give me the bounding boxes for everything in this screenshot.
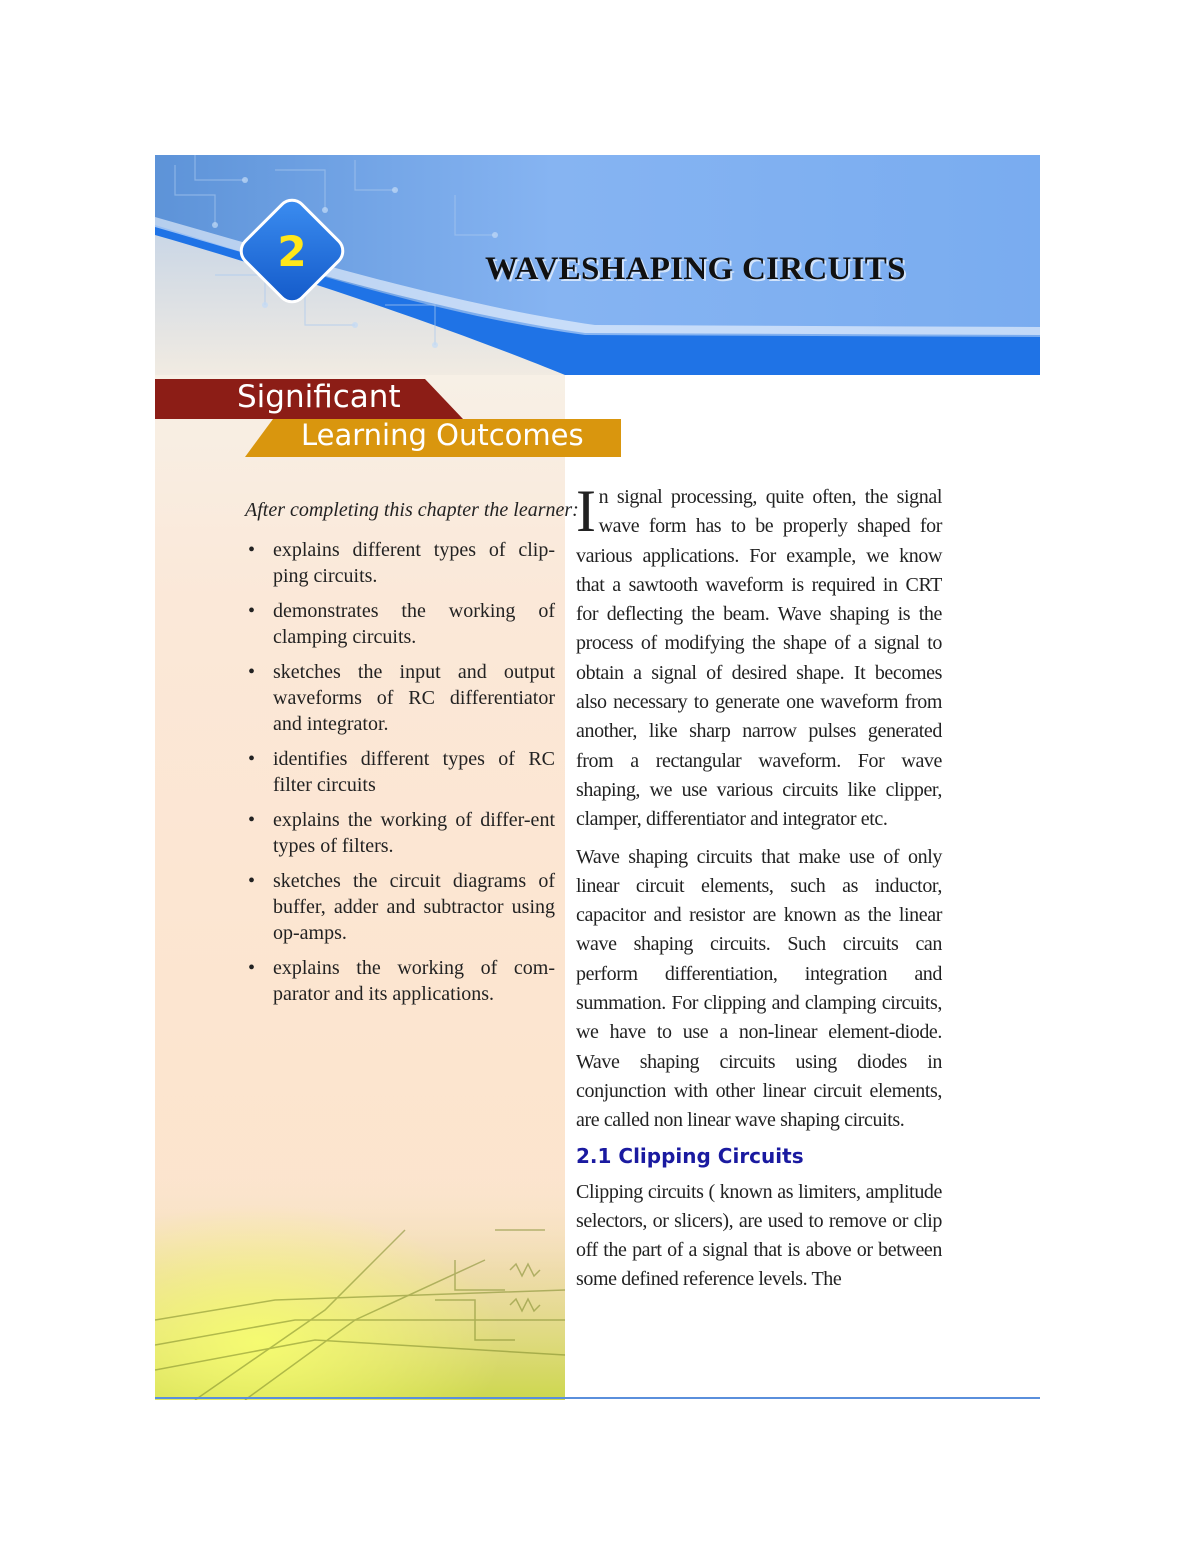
body-column (576, 478, 942, 1303)
outcome-item: • explains different types of clip-ping circuits. (245, 537, 555, 589)
chapter-number: 2 (277, 227, 307, 276)
outcome-item: • sketches the input and output waveforms of RC differentiator and integrator. (245, 659, 555, 737)
intro-paragraph-text: n signal processing, quite often, the signal wave form has to be properly shaped for various applications. For example, we know that a sawtooth waveform is required in CRT for deflecting the beam. Wave shaping is the process of modifying the shape of a signal to obtain a signal of desired shape. It becomes also necessary to generate one waveform from another, like sharp narrow pulses generated from a rectangular waveform. For wave shaping, we use various circuits like clipper, clamper, differentiator and integrator etc. (576, 486, 942, 831)
linear-waveshaping-paragraph: Wave shaping circuits that make use of only linear circuit elements, such as inductor, capacitor and resistor are known as the linear wave shaping circuits. Such circuits can perform differentiation, integration and summation. For clipping and clamping circuits, we have to use a non-linear element-diode. Wave shaping circuits using diodes in conjunction with other linear circuit elements, are called non linear wave shaping circuits. (576, 845, 942, 1132)
circuit-board-illustration (155, 1170, 565, 1400)
intro-paragraph (576, 478, 942, 835)
outcome-item: • explains the working of differ-ent types of filters. (245, 807, 555, 859)
bottom-rule (155, 1397, 1040, 1399)
outcomes-list (245, 537, 555, 1016)
outcomes-ribbon-line2: Learning Outcomes (301, 418, 584, 452)
outcome-item: • explains the working of com-parator and its applications. (245, 955, 555, 1007)
document-page (155, 155, 1040, 1400)
outcomes-intro: After completing this chapter the learner: (245, 499, 579, 521)
section-heading: 2.1 Clipping Circuits (576, 1143, 804, 1168)
outcome-item: • sketches the circuit diagrams of buffer, adder and subtractor using op-amps. (245, 868, 555, 946)
outcome-item: • demonstrates the working of clamping circuits. (245, 598, 555, 650)
clipping-paragraph: Clipping circuits ( known as limiters, amplitude selectors, or slicers), are used to remove or clip off the part of a signal that is above or between some defined reference levels. The (576, 1180, 942, 1291)
outcomes-ribbon-line1: Significant (237, 379, 401, 415)
outcome-item: • identifies different types of RC filter circuits (245, 746, 555, 798)
chapter-title: WAVESHAPING CIRCUITS (485, 251, 906, 287)
drop-cap: I (576, 478, 596, 544)
